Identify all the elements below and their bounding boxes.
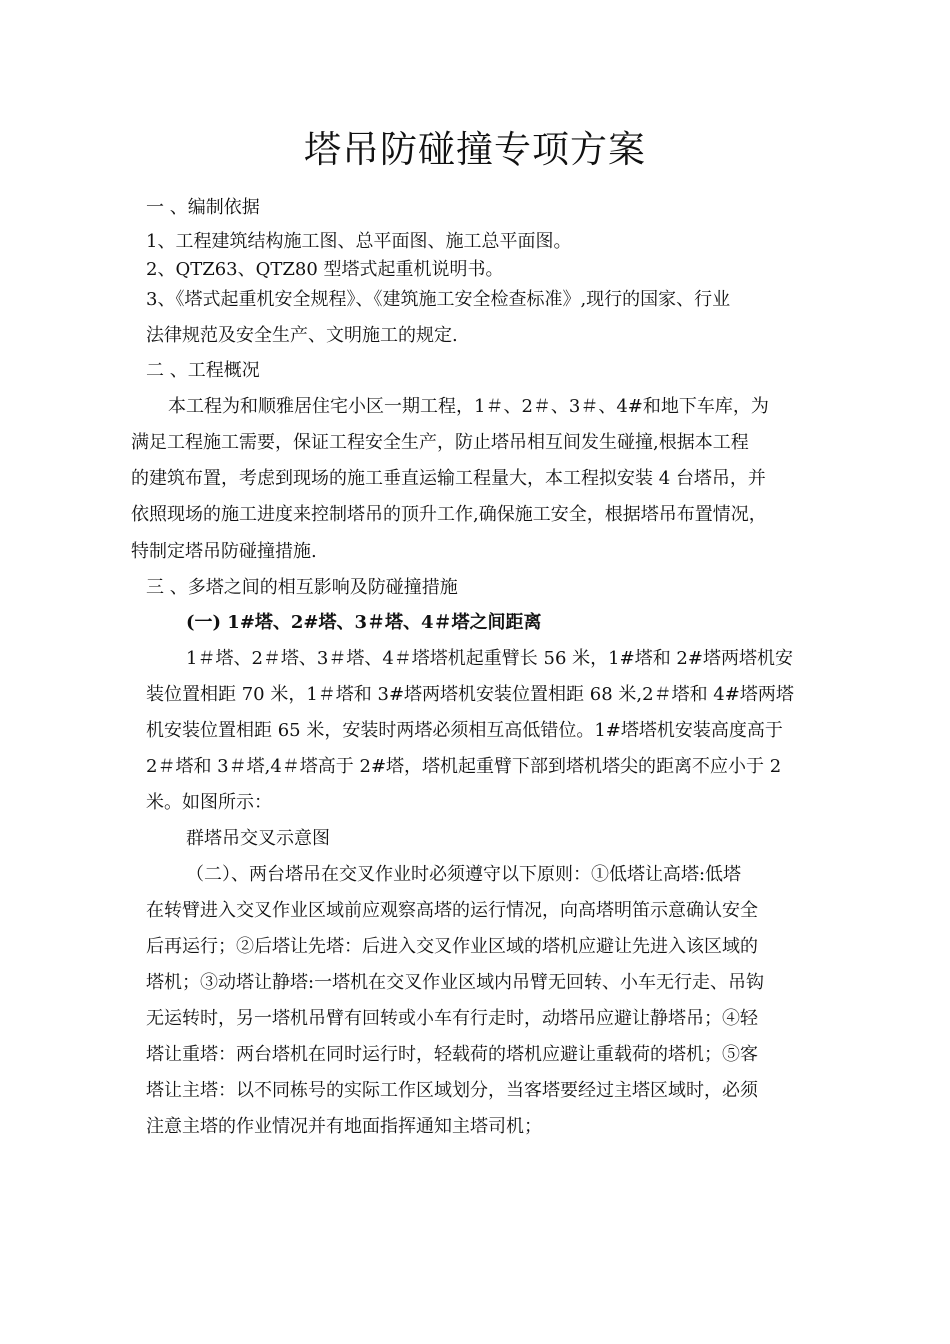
principles-line-3: 后再运行；②后塔让先塔：后进入交叉作业区域的塔机应避让先进入该区域的 (146, 936, 758, 957)
principles-line-8: 注意主塔的作业情况并有地面指挥通知主塔司机； (146, 1116, 542, 1137)
principles-line-2: 在转臂进入交叉作业区域前应观察高塔的运行情况，向高塔明笛示意确认安全 (146, 900, 758, 921)
distance-line-3: 机安装位置相距 65 米，安装时两塔必须相互高低错位。1#塔塔机安装高度高于 (146, 720, 783, 741)
overview-line-1: 本工程为和顺雅居住宅小区一期工程，1＃、2＃、3＃、4#和地下车库，为 (168, 396, 769, 417)
section-heading-basis: 一 、编制依据 (146, 197, 260, 218)
overview-line-5: 特制定塔吊防碰撞措施. (131, 541, 317, 562)
section-heading-measures: 三 、多塔之间的相互影响及防碰撞措施 (146, 577, 458, 598)
principles-line-5: 无运转时，另一塔机吊臂有回转或小车有行走时，动塔吊应避让静塔吊；④轻 (146, 1008, 758, 1029)
principles-line-6: 塔让重塔：两台塔机在同时运行时，轻载荷的塔机应避让重载荷的塔机；⑤客 (146, 1044, 758, 1065)
figure-caption: 群塔吊交叉示意图 (186, 828, 330, 849)
subsection-heading-distance: (一) 1#塔、2#塔、3＃塔、4＃塔之间距离 (186, 612, 542, 633)
distance-line-2: 装位置相距 70 米，1＃塔和 3#塔两塔机安装位置相距 68 米,2＃塔和 4#塔两塔 (146, 684, 794, 705)
distance-line-5: 米。如图所示： (146, 792, 272, 813)
distance-line-4: 2＃塔和 3＃塔,4＃塔高于 2#塔，塔机起重臂下部到塔机塔尖的距离不应小于 2 (146, 756, 782, 777)
basis-item-3-cont: 法律规范及安全生产、文明施工的规定. (146, 325, 458, 346)
basis-item-3: 3、《塔式起重机安全规程》、《建筑施工安全检查标准》,现行的国家、行业 (146, 289, 731, 310)
overview-line-4: 依照现场的施工进度来控制塔吊的顶升工作,确保施工安全，根据塔吊布置情况， (131, 504, 767, 525)
basis-item-1: 1、工程建筑结构施工图、总平面图、施工总平面图。 (146, 231, 572, 252)
section-heading-overview: 二 、工程概况 (146, 360, 260, 381)
basis-item-2: 2、QTZ63、QTZ80 型塔式起重机说明书。 (146, 259, 504, 280)
document-title: 塔吊防碰撞专项方案 (304, 128, 646, 171)
overview-line-3: 的建筑布置，考虑到现场的施工垂直运输工程量大，本工程拟安装 4 台塔吊，并 (131, 468, 766, 489)
principles-line-7: 塔让主塔：以不同栋号的实际工作区域划分，当客塔要经过主塔区域时，必须 (146, 1080, 758, 1101)
principles-line-1: （二）、两台塔吊在交叉作业时必须遵守以下原则：①低塔让高塔:低塔 (186, 864, 742, 885)
distance-line-1: 1＃塔、2＃塔、3＃塔、4＃塔塔机起重臂长 56 米，1#塔和 2#塔两塔机安 (186, 648, 793, 669)
overview-line-2: 满足工程施工需要，保证工程安全生产，防止塔吊相互间发生碰撞,根据本工程 (131, 432, 749, 453)
principles-line-4: 塔机；③动塔让静塔:一塔机在交叉作业区域内吊臂无回转、小车无行走、吊钩 (146, 972, 765, 993)
